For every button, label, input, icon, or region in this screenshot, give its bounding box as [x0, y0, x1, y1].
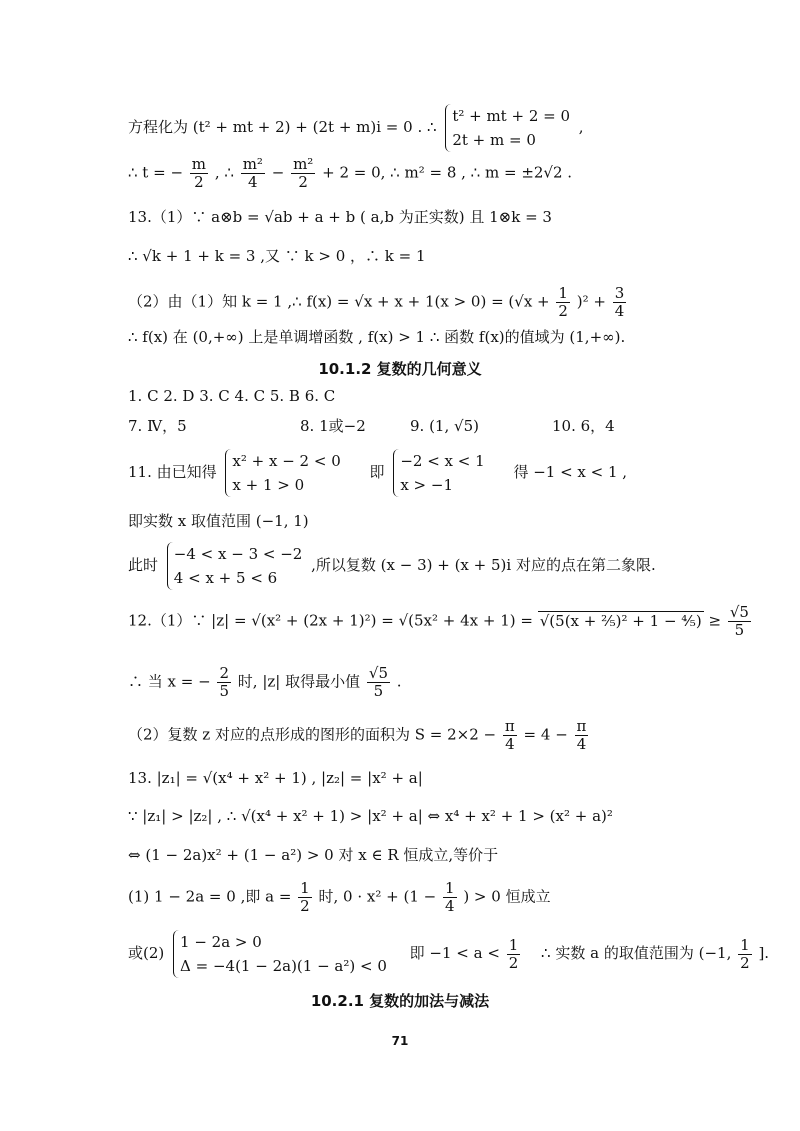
answers-1-6: 1. C 2. D 3. C 4. C 5. B 6. C — [128, 387, 336, 405]
numerator: π — [576, 717, 587, 735]
answer-8: 8. 1或−2 — [300, 417, 366, 435]
line-13-2-conclusion: ∴ f(x) 在 (0,+∞) 上是单调增函数 , f(x) > 1 ∴ 函数 f(x)的值域为 (1,+∞). — [128, 328, 626, 346]
text: ∴ 当 x = − — [128, 672, 211, 691]
section-heading: 10.2.1 复数的加法与减法 — [310, 992, 490, 1010]
fraction — [728, 604, 751, 639]
fraction — [443, 880, 457, 915]
inequality: 4 < x + 5 < 6 — [173, 569, 278, 587]
equation: t² + mt + 2 = 0 — [452, 107, 571, 125]
text: ≥ — [708, 611, 722, 630]
line-13-1: 13.（1）∵ a⊗b = √ab + a + b ( a,b 为正实数) 且 1⊗k = 3 — [128, 208, 552, 226]
inequality: x > −1 — [400, 476, 454, 494]
text: 此时 — [128, 556, 159, 574]
text: （2）复数 z 对应的点形成的图形的面积为 S = 2×2 − — [128, 725, 497, 744]
fraction — [556, 285, 570, 320]
line-13-case2 — [128, 930, 769, 978]
line-12-min — [128, 665, 402, 700]
text: , — [578, 118, 584, 136]
line-solve-m — [128, 156, 572, 191]
inequality: x² + x − 2 < 0 — [232, 452, 341, 470]
denominator: 5 — [728, 621, 751, 639]
fraction — [291, 156, 315, 191]
inequality: 1 − 2a > 0 — [180, 933, 262, 951]
page-number: 71 — [391, 1034, 409, 1048]
inequality: −2 < x < 1 — [400, 452, 485, 470]
equation-system — [445, 104, 570, 152]
fraction — [367, 665, 390, 700]
text: 即 −1 < a < — [409, 944, 500, 962]
text: 即 — [369, 463, 385, 481]
numerator: m² — [242, 155, 263, 173]
text: ∴ 实数 a 的取值范围为 — [541, 944, 694, 962]
fraction — [190, 156, 208, 191]
denominator: 4 — [575, 735, 589, 753]
line-equation-system — [128, 104, 584, 152]
denominator: 5 — [367, 682, 390, 700]
text: (−1, — [698, 944, 732, 962]
denominator: 2 — [740, 953, 750, 972]
sqrt-expression: √(5(x + ⅖)² + 1 − ⅘) — [539, 611, 702, 630]
fraction — [507, 937, 521, 972]
text: 或(2) — [128, 944, 165, 962]
numerator: 3 — [614, 284, 625, 302]
fraction — [575, 718, 589, 753]
line-13-inequality: ∵ |z₁| > |z₂| , ∴ √(x⁴ + x² + 1) > |x² + a| ⇔ x⁴ + x² + 1 > (x² + a)² — [128, 807, 613, 825]
line-quadrant — [128, 542, 656, 590]
line-13-1-result: ∴ √k + 1 + k = 3 ,又 ∵ k > 0 ，∴ k = 1 — [128, 247, 426, 265]
text: . — [396, 672, 402, 691]
equation: 2t + m = 0 — [452, 131, 536, 149]
text: 时, 0 · x² + (1 − — [318, 887, 437, 906]
inequality-system — [393, 449, 484, 497]
inequality-system — [173, 930, 387, 978]
inequality-system — [225, 449, 340, 497]
line-11 — [128, 449, 627, 497]
fraction — [503, 718, 517, 753]
text: 方程化为 (t² + mt + 2) + (2t + m)i = 0 . ∴ — [128, 118, 437, 136]
text: ∴ t = − — [128, 163, 184, 182]
denominator: 2 — [508, 953, 519, 972]
answer-10: 10. 6，4 — [552, 417, 615, 435]
line-13-2 — [128, 285, 628, 320]
denominator: 2 — [300, 897, 310, 915]
denominator: 2 — [291, 173, 315, 191]
text: = 4 − — [523, 725, 568, 744]
text: 11. 由已知得 — [128, 463, 217, 481]
text: + 2 = 0, ∴ m² = 8 , ∴ m = ±2√2 . — [322, 163, 573, 182]
inequality: x + 1 > 0 — [232, 476, 305, 494]
text: ,所以复数 (x − 3) + (x + 5)i 对应的点在第二象限. — [311, 556, 656, 574]
numerator: π — [504, 717, 515, 735]
denominator: 4 — [241, 173, 265, 191]
text: 时, |z| 取得最小值 — [237, 672, 361, 691]
text: ]. — [758, 944, 770, 962]
numerator: 1 — [740, 935, 750, 954]
line-12-2 — [128, 718, 590, 753]
inequality-system — [167, 542, 303, 590]
numerator: 2 — [219, 664, 229, 682]
line-13-case1 — [128, 880, 551, 915]
fraction — [738, 937, 752, 972]
answer-7: 7. Ⅳ，5 — [128, 417, 187, 435]
text: （2）由（1）知 k = 1 ,∴ f(x) = √x + x + 1(x > 0) = (√x + — [128, 292, 550, 311]
text: (1) 1 − 2a = 0 ,即 a = — [128, 887, 292, 906]
fraction — [241, 156, 265, 191]
text: − — [271, 163, 285, 182]
line-range: 即实数 x 取值范围 (−1, 1) — [128, 512, 309, 530]
numerator: √5 — [729, 603, 749, 621]
denominator: 4 — [444, 897, 455, 915]
numerator: √5 — [368, 664, 388, 682]
numerator: m — [191, 155, 207, 173]
fraction — [217, 665, 231, 700]
denominator: 2 — [190, 173, 208, 191]
numerator: 1 — [558, 284, 568, 302]
text: 得 −1 < x < 1 , — [513, 463, 628, 481]
numerator: 1 — [508, 935, 519, 954]
line-13-moduli: 13. |z₁| = √(x⁴ + x² + 1) , |z₂| = |x² + a| — [128, 769, 423, 787]
text: )² + — [576, 292, 606, 311]
line-13-equivalent: ⇔ (1 − 2a)x² + (1 − a²) > 0 对 x ∈ R 恒成立,等价于 — [128, 846, 499, 864]
numerator: 1 — [444, 879, 455, 897]
denominator: 2 — [558, 302, 568, 320]
fraction — [298, 880, 312, 915]
inequality: Δ = −4(1 − 2a)(1 − a²) < 0 — [180, 957, 387, 975]
text: , ∴ — [214, 163, 234, 182]
inequality: −4 < x − 3 < −2 — [173, 545, 303, 563]
denominator: 4 — [503, 735, 517, 753]
section-heading: 10.1.2 复数的几何意义 — [318, 360, 482, 378]
text: ) > 0 恒成立 — [463, 887, 551, 906]
answer-9: 9. (1, √5) — [410, 417, 479, 435]
line-12-1 — [128, 604, 753, 639]
text: 12.（1）∵ |z| = √(x² + (2x + 1)²) = √(5x² + 4x + 1) = — [128, 611, 533, 630]
denominator: 4 — [614, 302, 625, 320]
denominator: 5 — [219, 682, 229, 700]
numerator: m² — [293, 155, 314, 173]
fraction — [613, 285, 627, 320]
numerator: 1 — [300, 879, 310, 897]
